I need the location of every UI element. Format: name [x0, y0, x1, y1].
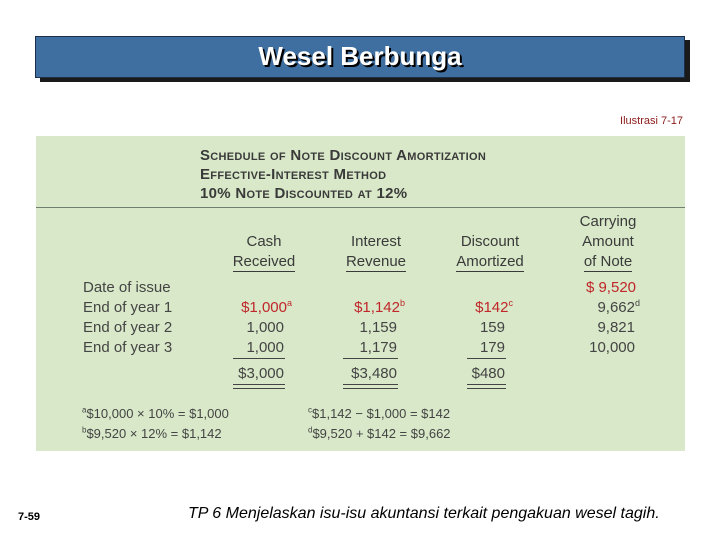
cash-double-rule: [233, 384, 285, 389]
cash-year-1: $1,000$^a$: [241, 298, 292, 316]
col-head-interest: Interest Revenue: [345, 233, 407, 270]
discount-year-1: $142$^c$: [475, 298, 513, 316]
discount-double-rule: [467, 384, 506, 389]
cash-year-3: 1,000: [246, 339, 284, 356]
discount-year-3: 179: [479, 339, 505, 356]
discount-total: $480: [471, 365, 505, 382]
footnote-b: $^b$\$9,520 × 12% = $1,142: [82, 425, 222, 441]
interest-double-rule: [343, 384, 398, 389]
footnote-d: $^d$\$9,520 + $142 = $9,662: [308, 425, 451, 441]
slide-title: Wesel Berbunga: [258, 41, 462, 71]
row-label-year-3: End of year 3: [83, 339, 173, 356]
carrying-year-3: 10,000: [589, 339, 635, 356]
cash-year-2: 1,000: [246, 319, 284, 336]
footnote-c: $^c$\$1,142 − $1,000 = $142: [308, 405, 451, 421]
interest-year-1: $1,142$^b$: [354, 298, 405, 316]
col-head-cash: Cash Received: [232, 233, 296, 270]
row-label-year-1: End of year 1: [83, 299, 173, 316]
footnote-a: $^a$\$10,000 × 10% = $1,000: [82, 405, 229, 421]
cash-total-rule: [233, 358, 285, 359]
row-label-issue: Date of issue: [83, 279, 171, 296]
header-line-1: Schedule of Note Discount Amortization: [200, 147, 487, 164]
header-line-3: 10% Note Discounted at 12%: [200, 185, 408, 202]
interest-year-3: 1,179: [359, 339, 397, 356]
col-head-carrying: Carrying Amount of Note: [579, 213, 637, 270]
carrying-year-2: 9,821: [597, 319, 635, 336]
col-head-discount: Discount Amortized: [456, 233, 524, 270]
interest-year-2: 1,159: [359, 319, 397, 336]
title-bar: [35, 36, 685, 78]
discount-year-2: 159: [479, 319, 505, 336]
footer-objective: TP 6 Menjelaskan isu-isu akuntansi terkait pengakuan wesel tagih.: [188, 505, 660, 522]
slide-number: 7-59: [18, 511, 41, 523]
cash-total: $3,000: [238, 365, 284, 382]
schedule-header: [36, 136, 685, 208]
amortization-schedule: [36, 136, 685, 451]
header-line-2: Effective-Interest Method: [200, 166, 387, 183]
carrying-issue: $ 9,520: [585, 279, 636, 296]
illustration-label: Ilustrasi 7-17: [620, 115, 683, 127]
carrying-year-1: 9,662$^d$: [597, 298, 640, 316]
discount-total-rule: [467, 358, 506, 359]
row-label-year-2: End of year 2: [83, 319, 173, 336]
interest-total: $3,480: [351, 365, 397, 382]
interest-total-rule: [343, 358, 398, 359]
